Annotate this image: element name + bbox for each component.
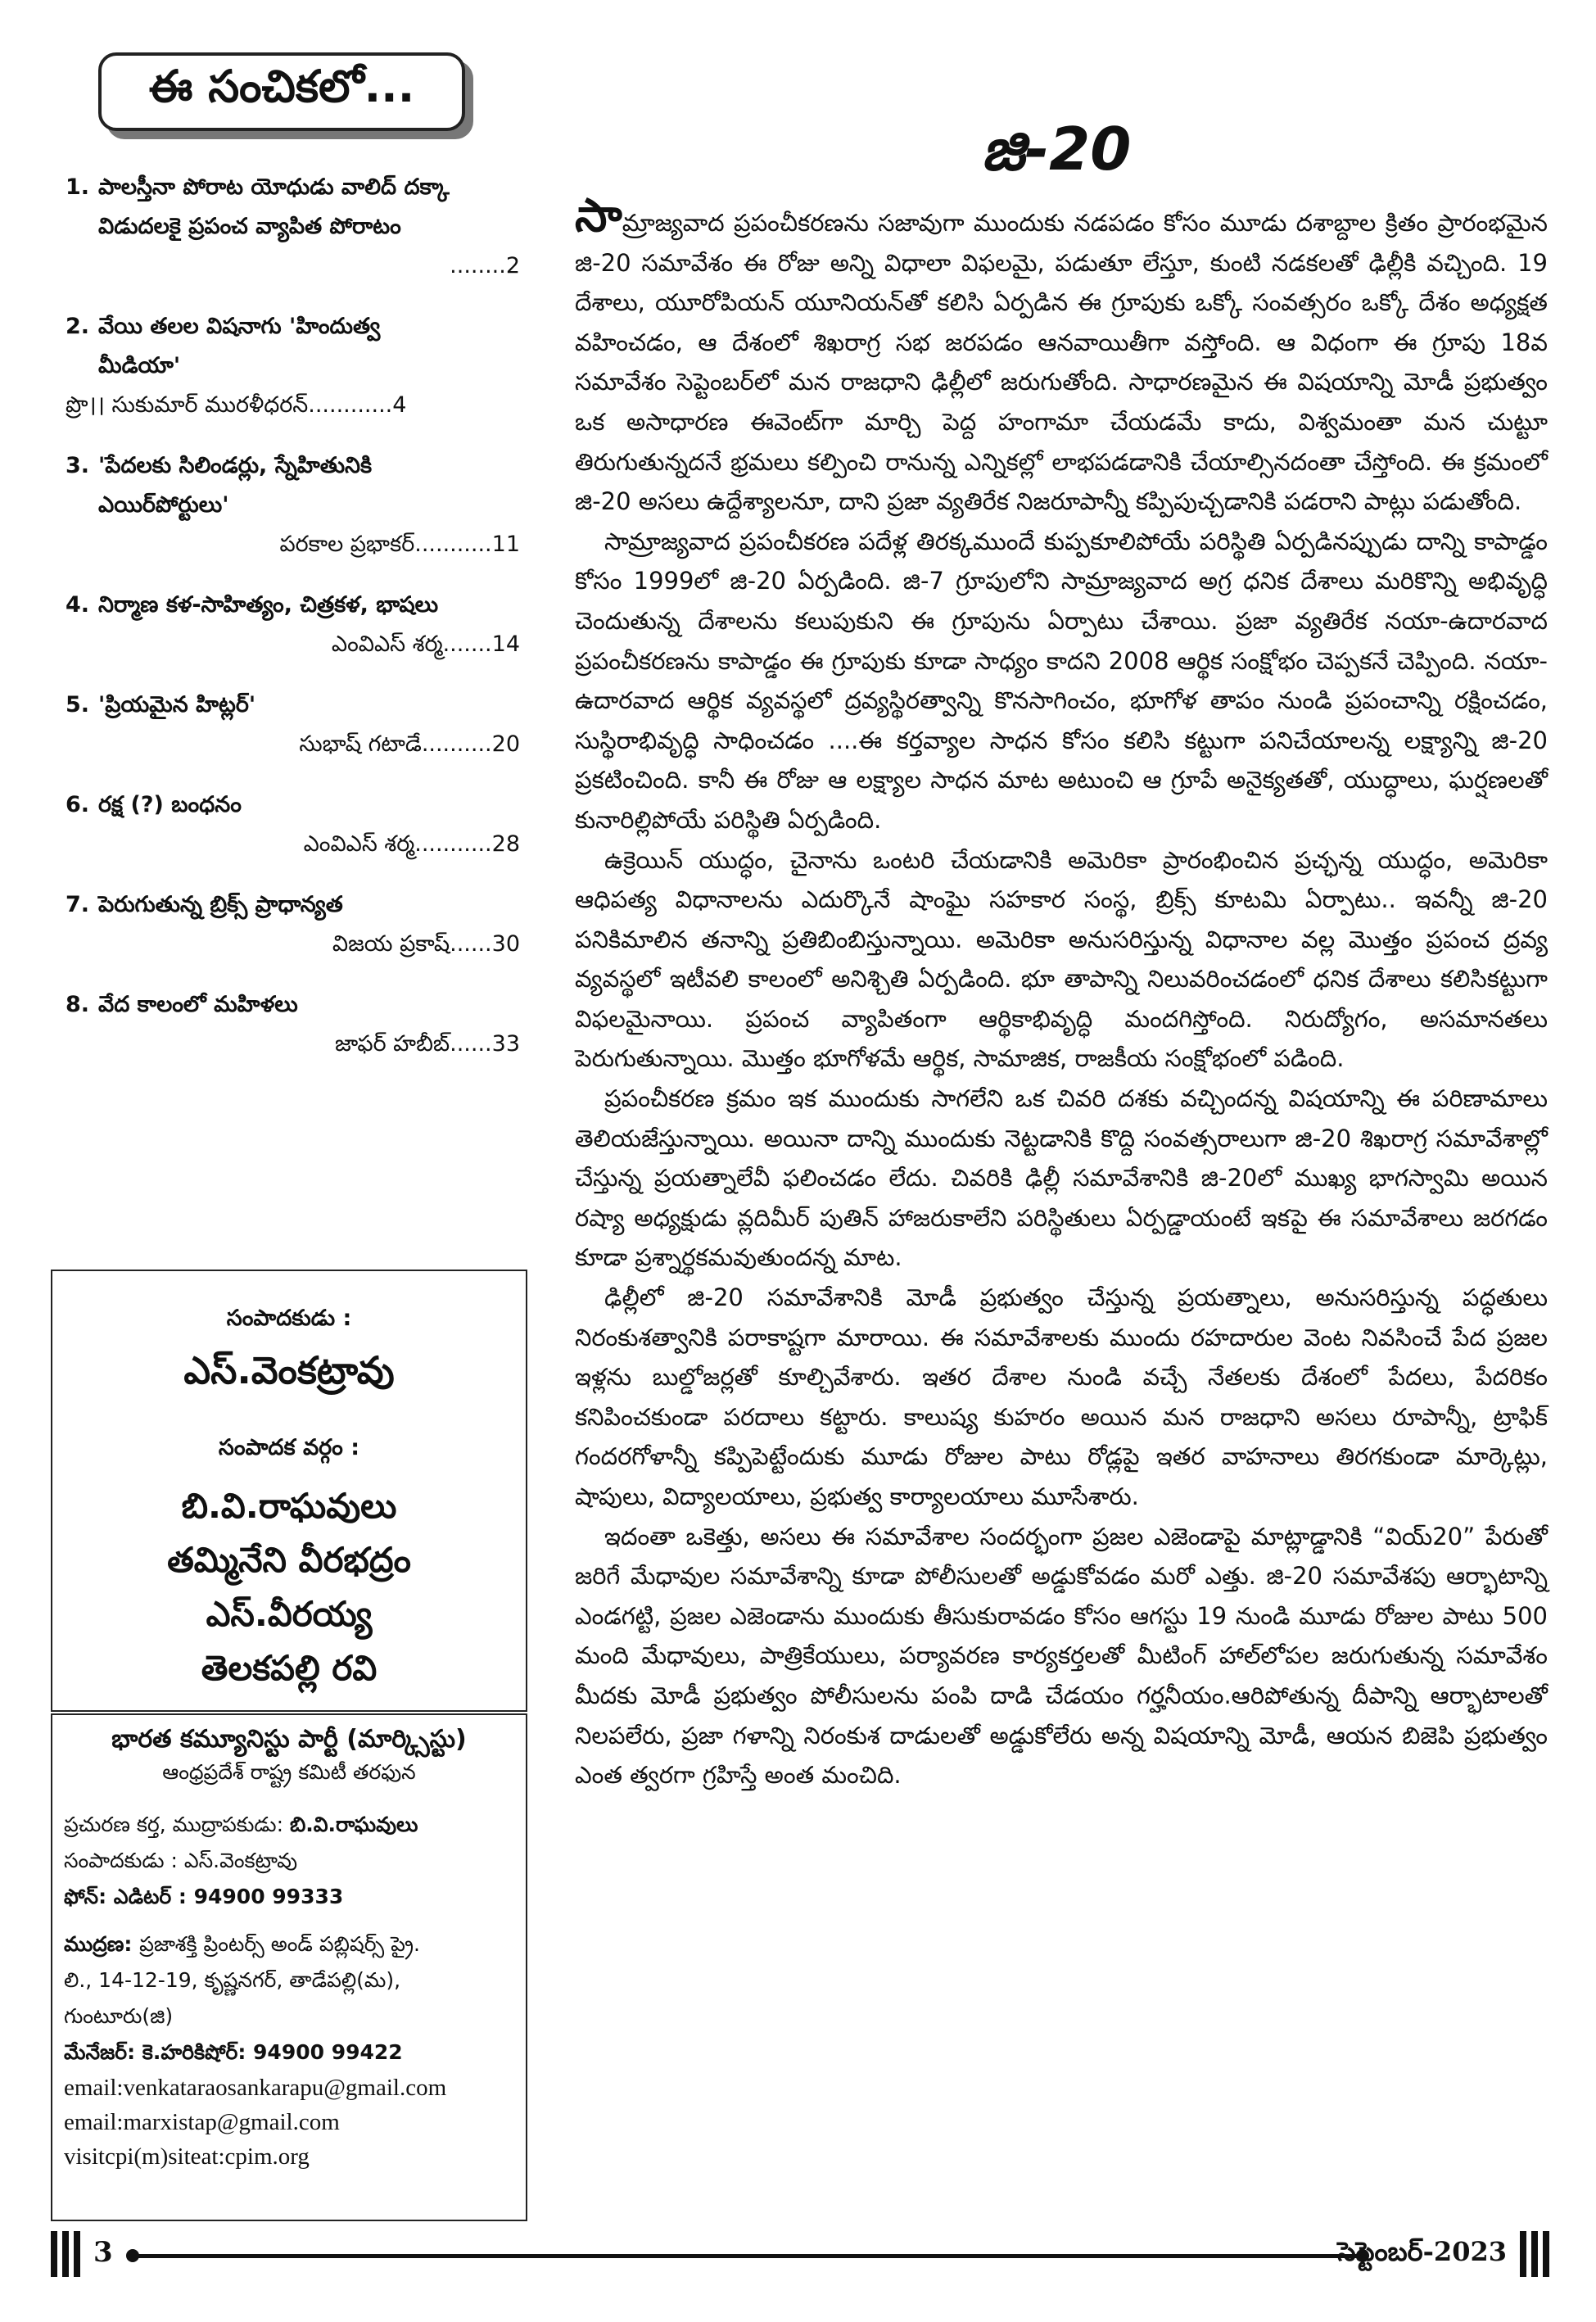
paragraph-text: ఉక్రెయిన్ యుద్ధం, చైనాను ఒంటరి చేయడానికి అమెరికా ప్రారంభించిన ప్రచ్ఛన్న యుద్ధం, అమెరికా ఆధిపత్య విధానాలను ఎదుర్కొనే షాంఘై సహకార సంస్థ, బ్రిక్స్ కూటమి ఏర్పాటు.. ఇవన్నీ జి-20 పనికిమాలిన తనాన్ని ప్రతిబింబిస్తున్నాయి. అమెరికా అనుసరిస్తున్న విధానాల వల్ల మొత్తం ప్రపంచ ద్రవ్య వ్యవస్థలో ఇటీవలి కాలంలో అనిశ్చితి ఏర్పడింది. భూ తాపాన్ని నిలువరించడంలో ధనిక దేశాలు కలిసికట్టుగా విఫలమైనాయి. ప్రపంచ వ్యాపితంగా ఆర్థికాభివృద్ధి మందగిస్తోంది. నిరుద్యోగం, అసమానతలు పెరుగుతున్నాయి. మొత్తం భూగోళమే ఆర్థిక, సామాజిక, రాజకీయ సంక్షోభంలో పడింది. — [575, 845, 1548, 1073]
phone-line — [64, 1879, 514, 1915]
printer-line — [64, 1962, 514, 1998]
printer-text: ప్రజాశక్తి ప్రింటర్స్ అండ్ పబ్లిషర్స్ ప్రై. — [139, 1932, 420, 1956]
printer-line — [64, 1926, 514, 1962]
editor-line — [64, 1843, 514, 1879]
printer-text: గుంటూరు(జి) — [64, 2004, 174, 2028]
toc-item — [66, 307, 520, 425]
toc-item-page: ...........28 — [414, 831, 520, 857]
article-body — [575, 189, 1548, 1795]
toc-title-text: వేయి తలల విషనాగు 'హిందుత్వ — [98, 314, 381, 339]
toc-item-author: సుభాష్ గటాడే — [299, 731, 422, 757]
toc-item-page: ............4 — [308, 392, 407, 418]
article-paragraph — [575, 1517, 1548, 1795]
editorial-board-members — [52, 1479, 526, 1695]
printer-text: లి., 14-12-19, కృష్ణనగర్, తాడేపల్లి(మ), — [64, 1968, 401, 1992]
toc-item — [66, 785, 520, 864]
page-footer — [51, 2229, 1549, 2279]
printer-label: ముద్రణ: — [64, 1932, 140, 1956]
toc-item — [66, 686, 520, 764]
toc-title-text: రక్ష (?) బంధనం — [98, 792, 242, 817]
article-paragraph — [575, 1278, 1548, 1517]
toc-item-author-line — [66, 525, 520, 564]
paragraph-text: సామ్రాజ్యవాద ప్రపంచీకరణ పదేళ్ల తిరక్కముందే కుప్పకూలిపోయే పరిస్థితి ఏర్పడినప్పుడు దాన్ని కాపాడ్డం కోసం 1999లో జి-20 ఏర్పడింది. జి-7 గ్రూపులోని సామ్రాజ్యవాద అగ్ర ధనిక దేశాలు మరికొన్ని అభివృద్ధి చెందుతున్న దేశాలను కలుపుకుని ఈ గ్రూపును ఏర్పాటు చేశాయి. ప్రజా వ్యతిరేక నయా-ఉదారవాద ప్రపంచీకరణను కాపాడ్డం ఈ గ్రూపుకు కూడా సాధ్యం కాదని 2008 ఆర్థిక సంక్షోభం చెప్పకనే చెప్పింది. నయా-ఉదారవాద ఆర్థిక వ్యవస్థలో ద్రవ్యస్థిరత్వాన్ని కొనసాగించం, భూగోళ తాపం నుండి ప్రపంచాన్ని రక్షించడం, సుస్థిరాభివృద్ధి సాధించడం ....ఈ కర్తవ్యాల సాధన కోసం కలిసి కట్టుగా పనిచేయాలన్న లక్ష్యాన్ని జి-20 ప్రకటించింది. కానీ ఈ రోజు ఆ లక్ష్యాల సాధన మాట అటుంచి ఆ గ్రూపే అనైక్యతతో, యుద్ధాలు, ఘర్షణలతో కునారిల్లిపోయే పరిస్థితి ఏర్పడింది. — [575, 527, 1548, 834]
toc-item-author: ఎంవిఎస్ శర్మ — [303, 831, 415, 857]
toc-title-text: పాలస్తీనా పోరాట యోధుడు వాలిద్ దక్కా — [98, 174, 450, 200]
publisher-label: ప్రచురణ కర్త, ముద్రాపకుడు: — [64, 1813, 290, 1836]
toc-item-author: ఎంవిఎస్ శర్మ — [331, 631, 443, 657]
toc-item-title — [66, 785, 520, 825]
toc-item-number: 1. — [66, 174, 90, 200]
manager-label: మేనేజర్: కె.హరికిషోర్: — [64, 2040, 254, 2064]
toc-header-title: ఈ సంచికలో... — [148, 60, 415, 112]
board-member: తెలకపల్లి రవి — [201, 1648, 378, 1688]
toc-item-title — [66, 486, 520, 525]
editorial-board-label: సంపాదక వర్గం : — [218, 1435, 360, 1460]
toc-item-author-line — [66, 925, 520, 964]
editor-label: సంపాదకుడు : — [226, 1306, 352, 1331]
toc-item-number: 6. — [66, 792, 90, 817]
phone-label: ఫోన్: ఎడిటర్ : — [64, 1885, 194, 1908]
toc-item-title — [66, 307, 520, 346]
toc-item-page: ........2 — [450, 253, 520, 278]
toc-item-author: ప్రొ।। సుకుమార్ మురళీధరన్ — [66, 392, 309, 418]
committee-name: ఆంధ్రప్రదేశ్ రాష్ట్ర కమిటీ తరఫున — [162, 1760, 416, 1784]
toc-item-author: పరకాల ప్రభాకర్ — [279, 532, 415, 557]
email-line: email:venkataraosankarapu@gmail.com — [64, 2075, 447, 2101]
website-line: visitcpi(m)siteat:cpim.org — [64, 2143, 310, 2170]
toc-item-page: .......14 — [442, 631, 520, 657]
toc-item-author: విజయ ప్రకాష్ — [332, 931, 450, 957]
footer-bars-decoration — [51, 2231, 80, 2277]
page-number: 3 — [93, 2236, 113, 2269]
toc-title-text: మీడియా' — [98, 353, 181, 378]
party-name: భారత కమ్యూనిస్టు పార్టీ (మార్క్సిస్టు) — [111, 1725, 467, 1754]
toc-header-box — [98, 52, 465, 131]
toc-item-title — [66, 346, 520, 386]
toc-item — [66, 168, 520, 286]
email-line: email:marxistap@gmail.com — [64, 2109, 340, 2135]
editor-box — [51, 1270, 527, 1712]
paragraph-text: మ్రాజ్యవాద ప్రపంచీకరణను సజావుగా ముందుకు నడపడం కోసం మూడు దశాబ్దాల క్రితం ప్రారంభమైన జి-20 సమావేశం ఈ రోజు అన్ని విధాలా విఫలమై, పడుతూ లేస్తూ, కుంటి నడకలతో ఢిల్లీకి వచ్చింది. 19 దేశాలు, యూరోపియన్ యూనియన్‌తో కలిసి ఏర్పడిన ఈ గ్రూపుకు ఒక్కో సంవత్సరం ఒక్కో దేశం అధ్యక్షత వహించడం, ఆ దేశంలో శిఖరాగ్ర సభ జరపడం ఆనవాయితీగా వస్తోంది. ఆ విధంగా ఈ గ్రూపు 18వ సమావేశం సెప్టెంబర్‌లో మన రాజధాని ఢిల్లీలో జరుగుతోంది. సాధారణమైన ఈ విషయాన్ని మోడీ ప్రభుత్వం ఒక అసాధారణ ఈవెంట్‌గా మార్చి పెద్ద హంగామా చేయడమే కాదు, విశ్వమంతా మన చుట్టూ తిరుగుతున్నదనే భ్రమలు కల్పించి రానున్న ఎన్నికల్లో లాభపడడానికి చేయాల్సినదంతా చేస్తోంది. ఈ క్రమంలో జి-20 అసలు ఉద్దేశ్యాలనూ, దాని ప్రజా వ్యతిరేక నిజరూపాన్నీ కప్పిపుచ్చడానికి పడరాని పాట్లు పడుతోంది. — [575, 209, 1548, 516]
toc-item-number: 2. — [66, 314, 90, 339]
article-title: జి-20 — [981, 115, 1132, 183]
toc-title-text: ఎయిర్‌పోర్టులు' — [98, 492, 229, 518]
toc-item-title — [66, 586, 520, 625]
editor-name: ఎస్.వెంకట్రావు — [183, 1348, 395, 1392]
toc-item-page: ......33 — [450, 1031, 520, 1057]
toc-item-author-line — [66, 725, 520, 764]
printer-line — [64, 1998, 514, 2035]
toc-item-title — [66, 985, 520, 1025]
footer-bars-decoration — [1520, 2231, 1549, 2277]
article-paragraph — [575, 189, 1548, 522]
publisher-line — [64, 1807, 514, 1843]
board-member: ఎస్.వీరయ్య — [206, 1594, 373, 1634]
article-dropcap: సా — [575, 189, 622, 242]
paragraph-text: ఇదంతా ఒకెత్తు, అసలు ఈ సమావేశాల సందర్భంగా ప్రజల ఎజెండాపై మాట్లాడ్డానికి “వియ్20” పేరుతో జరిగే మేధావుల సమావేశాన్ని కూడా పోలీసులతో అడ్డుకోవడం మరో ఎత్తు. జి-20 సమావేశపు ఆర్భాటాన్ని ఎండగట్టి, ప్రజల ఎజెండాను ముందుకు తీసుకురావడం కోసం ఆగస్టు 19 నుండి మూడు రోజుల పాటు 500 మంది మేధావులు, పాత్రికేయులు, పర్యావరణ కార్యకర్తలతో మీటింగ్ హాల్‌లోపల జరుగుతున్న సమావేశం మీదకు మోడీ ప్రభుత్వం పోలీసులను పంపి దాడి చేడయం గర్హనీయం.ఆరిపోతున్న దీపాన్ని ఆర్భాటాలతో నిలపలేరు, ప్రజా గళాన్ని నిరంకుశ దాడులతో అడ్డుకోలేరు అన్న విషయాన్ని మోడీ, ఆయన బిజెపి ప్రభుత్వం ఎంత త్వరగా గ్రహిస్తే అంత మంచిది. — [575, 1522, 1548, 1790]
toc-item-author-line — [66, 625, 520, 664]
toc-item-author-line — [66, 1025, 520, 1064]
article-paragraph — [575, 840, 1548, 1080]
toc-item-title — [66, 207, 520, 247]
board-member: తమ్మినేని వీరభద్రం — [167, 1540, 411, 1580]
toc-item-title — [66, 686, 520, 725]
toc-item — [66, 446, 520, 564]
footer-rule — [133, 2254, 1361, 2258]
toc-item-title — [66, 168, 520, 207]
toc-item-number: 4. — [66, 592, 90, 618]
editor-line-name: ఎస్.వెంకట్రావు — [183, 1849, 298, 1872]
phone-number: 94900 99333 — [193, 1885, 344, 1908]
toc-item-author-line — [66, 247, 520, 286]
publisher-box — [51, 1713, 527, 2221]
toc-item-author-line — [66, 825, 520, 864]
board-member: బి.వి.రాఘవులు — [181, 1486, 397, 1526]
toc-item-number: 8. — [66, 992, 90, 1017]
paragraph-text: ప్రపంచీకరణ క్రమం ఇక ముందుకు సాగలేని ఒక చివరి దశకు వచ్చిందన్న విషయాన్ని ఈ పరిణామాలు తెలియజేస్తున్నాయి. అయినా దాన్ని ముందుకు నెట్టడానికి కొద్ది సంవత్సరాలుగా జి-20 శిఖరాగ్ర సమావేశాల్లో చేస్తున్న ప్రయత్నాలేవీ ఫలించడం లేదు. చివరికి ఢిల్లీ సమావేశానికి జి-20లో ముఖ్య భాగస్వామి అయిన రష్యా అధ్యక్షుడు వ్లదిమీర్ పుతిన్ హాజరుకాలేని పరిస్థితులు ఏర్పడ్డాయంటే ఇకపై ఈ సమావేశాలు జరగడం కూడా ప్రశ్నార్థకమవుతుందన్న మాట. — [575, 1084, 1548, 1272]
manager-line — [64, 2035, 514, 2071]
toc-item — [66, 885, 520, 964]
paragraph-text: ఢిల్లీలో జి-20 సమావేశానికి మోడీ ప్రభుత్వం చేస్తున్న ప్రయత్నాలు, అనుసరిస్తున్న పద్ధతులు నిరంకుశత్వానికి పరాకాష్టగా మారాయి. ఈ సమావేశాలకు ముందు రహదారుల వెంట నివసించే పేద ప్రజల ఇళ్లను బుల్డోజర్లతో కూల్చివేశారు. ఇతర దేశాల నుండి వచ్చే నేతలకు దేశంలో పేదలు, పేదరికం కనిపించకుండా పరదాలు కట్టారు. కాలుష్య కుహరం అయిన మన రాజధాని అసలు రూపాన్నీ, ట్రాఫిక్ గందరగోళాన్నీ కప్పిపెట్టేందుకు మూడు రోజుల పాటు రోడ్లపై ఇతర వాహనాలు తిరగకుండా మార్కెట్లు, షాపులు, విద్యాలయాలు, ప్రభుత్వ కార్యాలయాలు మూసేశారు. — [575, 1283, 1548, 1510]
publisher-name: బి.వి.రాఘవులు — [289, 1813, 418, 1836]
editor-line-label: సంపాదకుడు : — [64, 1849, 184, 1872]
toc-item-number: 7. — [66, 892, 90, 917]
toc-item — [66, 985, 520, 1064]
toc-item-author: జాఫర్ హబీబ్ — [334, 1031, 450, 1057]
toc-item-page: ......30 — [450, 931, 520, 957]
toc-item-author-line — [66, 386, 520, 425]
article-paragraph — [575, 522, 1548, 840]
toc-item-page: ..........20 — [421, 731, 520, 757]
table-of-contents — [66, 168, 520, 1085]
toc-item-page: ...........11 — [414, 532, 520, 557]
toc-item-title — [66, 446, 520, 486]
toc-title-text: విడుదలకై ప్రపంచ వ్యాపిత పోరాటం — [98, 214, 401, 239]
toc-item-number: 5. — [66, 692, 90, 717]
toc-title-text: నిర్మాణ కళ-సాహిత్యం, చిత్రకళ, భాషలు — [98, 592, 439, 618]
toc-title-text: పెరుగుతున్న బ్రిక్స్ ప్రాధాన్యత — [98, 892, 343, 917]
toc-title-text: 'ప్రియమైన హిట్లర్' — [98, 692, 256, 717]
toc-item-title — [66, 885, 520, 925]
toc-title-text: 'పేదలకు సిలిండర్లు, స్నేహితునికి — [98, 453, 373, 478]
toc-title-text: వేద కాలంలో మహిళలు — [98, 992, 298, 1017]
issue-date: సెప్టెంబర్-2023 — [1337, 2236, 1507, 2267]
article-paragraph — [575, 1079, 1548, 1278]
toc-item — [66, 586, 520, 664]
toc-item-number: 3. — [66, 453, 90, 478]
manager-phone: 94900 99422 — [253, 2040, 403, 2064]
